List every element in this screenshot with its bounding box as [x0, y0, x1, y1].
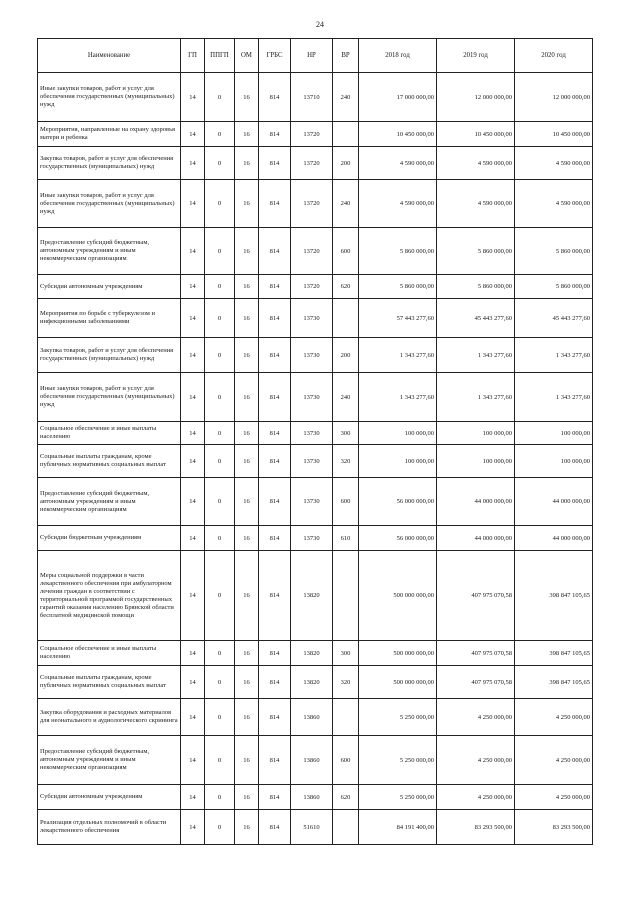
cell-2018: 4 590 000,00: [359, 180, 437, 228]
cell-name: Мероприятия, направленные на охрану здоровья матери и ребенка: [38, 122, 181, 147]
cell-2020: 4 590 000,00: [515, 147, 593, 180]
cell-om: 16: [235, 551, 259, 641]
cell-2020: 1 343 277,60: [515, 338, 593, 373]
cell-grbs: 814: [259, 422, 291, 445]
cell-2018: 4 590 000,00: [359, 147, 437, 180]
cell-name: Социальные выплаты гражданам, кроме публичных нормативных социальных выплат: [38, 666, 181, 699]
cell-2019: 100 000,00: [437, 445, 515, 478]
cell-gp: 14: [181, 699, 205, 736]
cell-ppgp: 0: [205, 422, 235, 445]
cell-grbs: 814: [259, 699, 291, 736]
cell-ppgp: 0: [205, 299, 235, 338]
cell-2020: 4 250 000,00: [515, 736, 593, 785]
header-2020: 2020 год: [515, 39, 593, 73]
table-row: [38, 180, 593, 228]
cell-om: 16: [235, 666, 259, 699]
cell-gp: 14: [181, 526, 205, 551]
cell-grbs: 814: [259, 641, 291, 666]
table-body: [38, 73, 593, 845]
cell-gp: 14: [181, 338, 205, 373]
cell-2020: 5 860 000,00: [515, 275, 593, 299]
cell-vr: 600: [333, 478, 359, 526]
cell-nr: 13730: [291, 299, 333, 338]
cell-ppgp: 0: [205, 338, 235, 373]
cell-gp: 14: [181, 551, 205, 641]
cell-2020: 100 000,00: [515, 422, 593, 445]
cell-grbs: 814: [259, 785, 291, 810]
page-number: 24: [316, 20, 324, 29]
cell-nr: 13720: [291, 147, 333, 180]
cell-vr: 600: [333, 228, 359, 275]
table-row: [38, 373, 593, 422]
cell-2020: 1 343 277,60: [515, 373, 593, 422]
cell-gp: 14: [181, 299, 205, 338]
cell-ppgp: 0: [205, 551, 235, 641]
cell-2020: 44 000 000,00: [515, 478, 593, 526]
cell-om: 16: [235, 180, 259, 228]
cell-gp: 14: [181, 373, 205, 422]
cell-2020: 5 860 000,00: [515, 228, 593, 275]
cell-2019: 4 250 000,00: [437, 785, 515, 810]
cell-2018: 500 000 000,00: [359, 641, 437, 666]
cell-name: Субсидии автономным учреждениям: [38, 785, 181, 810]
cell-vr: 240: [333, 373, 359, 422]
header-ppgp: ППГП: [205, 39, 235, 73]
cell-2020: 398 847 105,65: [515, 551, 593, 641]
cell-grbs: 814: [259, 275, 291, 299]
cell-2019: 4 590 000,00: [437, 147, 515, 180]
cell-grbs: 814: [259, 736, 291, 785]
cell-vr: 240: [333, 180, 359, 228]
table-row: [38, 73, 593, 122]
cell-2020: 4 250 000,00: [515, 699, 593, 736]
cell-nr: 13730: [291, 338, 333, 373]
cell-nr: 13730: [291, 422, 333, 445]
cell-2019: 407 975 070,58: [437, 666, 515, 699]
cell-nr: 13730: [291, 478, 333, 526]
cell-2019: 407 975 070,58: [437, 641, 515, 666]
cell-grbs: 814: [259, 666, 291, 699]
cell-gp: 14: [181, 122, 205, 147]
cell-2019: 83 293 500,00: [437, 810, 515, 845]
cell-ppgp: 0: [205, 228, 235, 275]
cell-gp: 14: [181, 445, 205, 478]
cell-vr: [333, 810, 359, 845]
table-header-row: [38, 39, 593, 73]
cell-2018: 5 860 000,00: [359, 275, 437, 299]
cell-om: 16: [235, 228, 259, 275]
cell-vr: [333, 699, 359, 736]
cell-2019: 10 450 000,00: [437, 122, 515, 147]
table-row: [38, 275, 593, 299]
cell-2019: 4 250 000,00: [437, 736, 515, 785]
cell-nr: 51610: [291, 810, 333, 845]
cell-2018: 1 343 277,60: [359, 373, 437, 422]
cell-nr: 13860: [291, 736, 333, 785]
cell-vr: [333, 122, 359, 147]
cell-ppgp: 0: [205, 699, 235, 736]
cell-2018: 84 191 400,00: [359, 810, 437, 845]
cell-2019: 4 590 000,00: [437, 180, 515, 228]
cell-name: Предоставление субсидий бюджетным, автономным учреждениям и иным некоммерческим организациям: [38, 478, 181, 526]
header-om: ОМ: [235, 39, 259, 73]
cell-nr: 13730: [291, 526, 333, 551]
table-row: [38, 699, 593, 736]
header-2018: 2018 год: [359, 39, 437, 73]
cell-om: 16: [235, 275, 259, 299]
cell-2020: 10 450 000,00: [515, 122, 593, 147]
cell-2020: 12 000 000,00: [515, 73, 593, 122]
cell-gp: 14: [181, 785, 205, 810]
cell-2020: 45 443 277,60: [515, 299, 593, 338]
cell-ppgp: 0: [205, 180, 235, 228]
cell-gp: 14: [181, 810, 205, 845]
cell-2018: 56 000 000,00: [359, 526, 437, 551]
cell-name: Предоставление субсидий бюджетным, автономным учреждениям и иным некоммерческим организациям: [38, 228, 181, 275]
cell-2018: 5 250 000,00: [359, 699, 437, 736]
cell-gp: 14: [181, 666, 205, 699]
header-2019: 2019 год: [437, 39, 515, 73]
cell-name: Предоставление субсидий бюджетным, автономным учреждениям и иным некоммерческим организациям: [38, 736, 181, 785]
cell-name: Меры социальной поддержки в части лекарственного обеспечения при амбулаторном лечении граждан в соответствии с территориальной программой государственных гарантий оказания населению Брянской области бесплатной медицинской помощи: [38, 551, 181, 641]
cell-ppgp: 0: [205, 526, 235, 551]
cell-name: Иные закупки товаров, работ и услуг для обеспечения государственных (муниципальных) нужд: [38, 73, 181, 122]
cell-ppgp: 0: [205, 73, 235, 122]
cell-2018: 100 000,00: [359, 422, 437, 445]
cell-name: Мероприятия по борьбе с туберкулезом и инфекционными заболеваниями: [38, 299, 181, 338]
cell-vr: 300: [333, 641, 359, 666]
cell-ppgp: 0: [205, 785, 235, 810]
cell-name: Иные закупки товаров, работ и услуг для обеспечения государственных (муниципальных) нужд: [38, 180, 181, 228]
cell-2020: 83 293 500,00: [515, 810, 593, 845]
cell-vr: 300: [333, 422, 359, 445]
cell-2019: 5 860 000,00: [437, 275, 515, 299]
cell-grbs: 814: [259, 338, 291, 373]
cell-nr: 13720: [291, 228, 333, 275]
cell-om: 16: [235, 299, 259, 338]
cell-om: 16: [235, 526, 259, 551]
header-gp: ГП: [181, 39, 205, 73]
cell-nr: 13730: [291, 373, 333, 422]
cell-2020: 4 250 000,00: [515, 785, 593, 810]
cell-2020: 398 847 105,65: [515, 641, 593, 666]
cell-name: Закупка товаров, работ и услуг для обеспечения государственных (муниципальных) нужд: [38, 338, 181, 373]
header-nr: НР: [291, 39, 333, 73]
cell-om: 16: [235, 785, 259, 810]
cell-gp: 14: [181, 478, 205, 526]
cell-om: 16: [235, 478, 259, 526]
cell-2018: 10 450 000,00: [359, 122, 437, 147]
cell-2019: 4 250 000,00: [437, 699, 515, 736]
cell-2019: 1 343 277,60: [437, 373, 515, 422]
cell-grbs: 814: [259, 180, 291, 228]
table-row: [38, 422, 593, 445]
cell-om: 16: [235, 641, 259, 666]
table-row: [38, 526, 593, 551]
table-row: [38, 736, 593, 785]
cell-ppgp: 0: [205, 641, 235, 666]
cell-name: Социальное обеспечение и иные выплаты населению: [38, 422, 181, 445]
cell-2018: 1 343 277,60: [359, 338, 437, 373]
cell-grbs: 814: [259, 299, 291, 338]
table-row: [38, 785, 593, 810]
cell-name: Реализация отдельных полномочий в области лекарственного обеспечения: [38, 810, 181, 845]
cell-nr: 13720: [291, 180, 333, 228]
header-name: Наименование: [38, 39, 181, 73]
table-row: [38, 641, 593, 666]
cell-om: 16: [235, 73, 259, 122]
cell-grbs: 814: [259, 810, 291, 845]
cell-nr: 13820: [291, 641, 333, 666]
cell-vr: 320: [333, 666, 359, 699]
cell-2018: 500 000 000,00: [359, 551, 437, 641]
cell-grbs: 814: [259, 147, 291, 180]
cell-nr: 13820: [291, 551, 333, 641]
cell-ppgp: 0: [205, 275, 235, 299]
cell-om: 16: [235, 147, 259, 180]
cell-grbs: 814: [259, 478, 291, 526]
cell-2018: 500 000 000,00: [359, 666, 437, 699]
cell-2018: 56 000 000,00: [359, 478, 437, 526]
cell-nr: 13720: [291, 122, 333, 147]
cell-ppgp: 0: [205, 147, 235, 180]
cell-om: 16: [235, 373, 259, 422]
cell-ppgp: 0: [205, 666, 235, 699]
cell-grbs: 814: [259, 551, 291, 641]
cell-2018: 57 443 277,60: [359, 299, 437, 338]
header-vr: ВР: [333, 39, 359, 73]
cell-grbs: 814: [259, 526, 291, 551]
cell-ppgp: 0: [205, 445, 235, 478]
cell-ppgp: 0: [205, 478, 235, 526]
cell-om: 16: [235, 699, 259, 736]
cell-ppgp: 0: [205, 810, 235, 845]
table-row: [38, 810, 593, 845]
cell-name: Закупка товаров, работ и услуг для обеспечения государственных (муниципальных) нужд: [38, 147, 181, 180]
cell-om: 16: [235, 736, 259, 785]
cell-nr: 13860: [291, 785, 333, 810]
cell-2018: 5 250 000,00: [359, 785, 437, 810]
table-row: [38, 228, 593, 275]
cell-om: 16: [235, 445, 259, 478]
cell-om: 16: [235, 122, 259, 147]
cell-name: Социальные выплаты гражданам, кроме публичных нормативных социальных выплат: [38, 445, 181, 478]
cell-vr: 200: [333, 338, 359, 373]
cell-vr: [333, 299, 359, 338]
cell-vr: [333, 551, 359, 641]
cell-vr: 240: [333, 73, 359, 122]
cell-gp: 14: [181, 180, 205, 228]
cell-2019: 44 000 000,00: [437, 526, 515, 551]
cell-gp: 14: [181, 422, 205, 445]
cell-grbs: 814: [259, 445, 291, 478]
cell-grbs: 814: [259, 122, 291, 147]
cell-gp: 14: [181, 73, 205, 122]
cell-2020: 4 590 000,00: [515, 180, 593, 228]
cell-name: Социальное обеспечение и иные выплаты населению: [38, 641, 181, 666]
cell-om: 16: [235, 810, 259, 845]
cell-name: Субсидии автономным учреждениям: [38, 275, 181, 299]
cell-vr: 620: [333, 275, 359, 299]
table-row: [38, 445, 593, 478]
cell-ppgp: 0: [205, 736, 235, 785]
cell-vr: 610: [333, 526, 359, 551]
cell-vr: 200: [333, 147, 359, 180]
cell-2018: 5 250 000,00: [359, 736, 437, 785]
cell-om: 16: [235, 422, 259, 445]
cell-2020: 398 847 105,65: [515, 666, 593, 699]
cell-2020: 100 000,00: [515, 445, 593, 478]
cell-grbs: 814: [259, 373, 291, 422]
cell-ppgp: 0: [205, 373, 235, 422]
cell-2019: 5 860 000,00: [437, 228, 515, 275]
cell-2019: 1 343 277,60: [437, 338, 515, 373]
cell-2020: 44 000 000,00: [515, 526, 593, 551]
cell-ppgp: 0: [205, 122, 235, 147]
table-row: [38, 666, 593, 699]
budget-table: [37, 38, 593, 845]
cell-gp: 14: [181, 228, 205, 275]
cell-nr: 13710: [291, 73, 333, 122]
cell-name: Закупка оборудования и расходных материалов для неонатального и аудиологического скрининга: [38, 699, 181, 736]
cell-nr: 13860: [291, 699, 333, 736]
cell-2018: 5 860 000,00: [359, 228, 437, 275]
cell-gp: 14: [181, 275, 205, 299]
cell-gp: 14: [181, 641, 205, 666]
cell-2019: 100 000,00: [437, 422, 515, 445]
cell-grbs: 814: [259, 73, 291, 122]
cell-nr: 13730: [291, 445, 333, 478]
cell-2018: 17 000 000,00: [359, 73, 437, 122]
cell-2019: 44 000 000,00: [437, 478, 515, 526]
cell-nr: 13720: [291, 275, 333, 299]
cell-gp: 14: [181, 147, 205, 180]
cell-grbs: 814: [259, 228, 291, 275]
header-grbs: ГРБС: [259, 39, 291, 73]
table-row: [38, 122, 593, 147]
cell-vr: 620: [333, 785, 359, 810]
table-row: [38, 338, 593, 373]
cell-name: Субсидии бюджетным учреждениям: [38, 526, 181, 551]
cell-2019: 45 443 277,60: [437, 299, 515, 338]
table-row: [38, 478, 593, 526]
cell-vr: 600: [333, 736, 359, 785]
cell-gp: 14: [181, 736, 205, 785]
cell-nr: 13820: [291, 666, 333, 699]
cell-vr: 320: [333, 445, 359, 478]
table-row: [38, 299, 593, 338]
cell-2019: 12 000 000,00: [437, 73, 515, 122]
table-row: [38, 147, 593, 180]
table-row: [38, 551, 593, 641]
cell-om: 16: [235, 338, 259, 373]
cell-2018: 100 000,00: [359, 445, 437, 478]
cell-name: Иные закупки товаров, работ и услуг для обеспечения государственных (муниципальных) нужд: [38, 373, 181, 422]
cell-2019: 407 975 070,58: [437, 551, 515, 641]
